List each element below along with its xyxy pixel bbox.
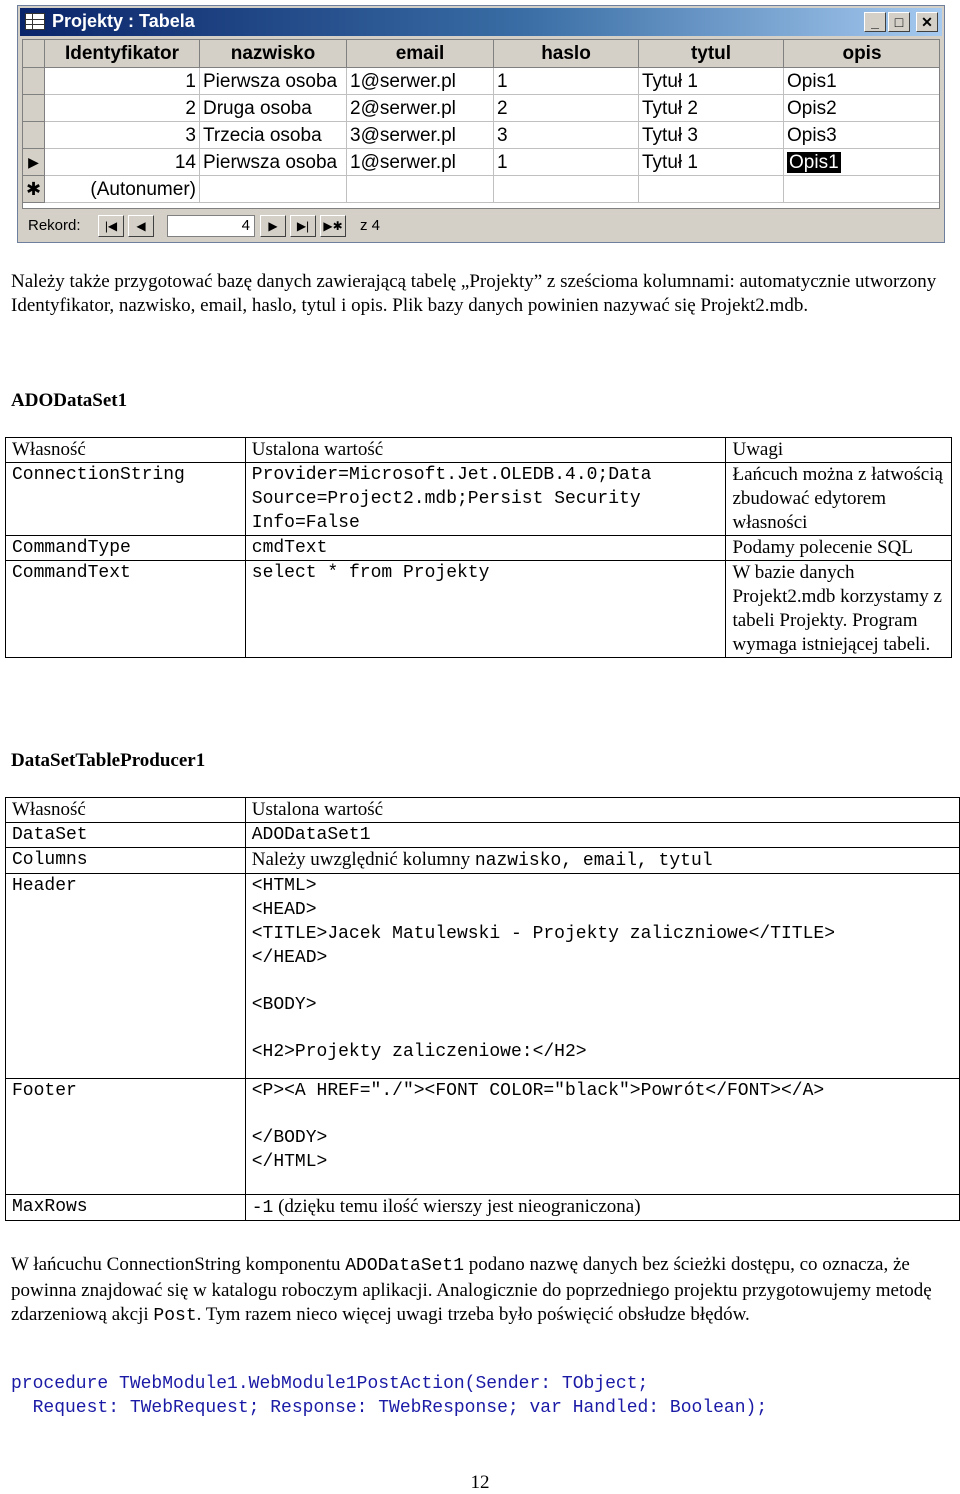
table-row [6,463,952,536]
cell-tytul[interactable]: Tytuł 1 [639,149,784,176]
table-icon [25,13,45,30]
cell-opis[interactable]: Opis3 [784,122,940,149]
header-cell: Uwagi [726,438,952,463]
cell-nazwisko[interactable]: Trzecia osoba [200,122,347,149]
row-selector[interactable] [23,68,45,95]
maximize-icon: □ [894,14,904,30]
prop-cell: MaxRows [6,1195,246,1221]
inline-code: ADODataSet1 [345,1256,465,1276]
record-label: Rekord: [28,217,81,234]
select-all-corner[interactable] [23,40,45,68]
previous-record-button[interactable] [128,215,154,237]
first-record-icon: |◀ [104,219,118,233]
next-record-button[interactable] [260,215,286,237]
value-cell [245,1195,959,1221]
column-header-opis[interactable]: opis [784,40,940,68]
cell-email[interactable]: 2@serwer.pl [347,95,494,122]
code-line: <TITLE>Jacek Matulewski - Projekty zaliczniowe</TITLE> [251,924,836,944]
access-table-window [17,5,945,243]
code-line: procedure TWebModule1.WebModule1PostAction(Sender: TObject; [11,1374,649,1394]
last-record-button[interactable] [290,215,316,237]
body-text: W łańcuchu ConnectionString komponentu [11,1254,341,1275]
table-row [6,848,960,874]
prop-cell: Footer [6,1079,246,1195]
cell-autonumber-placeholder[interactable]: (Autonumer) [45,176,200,203]
maxrows-note: (dzięku temu ilość wierszy jest nieograniczona) [278,1196,641,1217]
prop-cell: CommandType [6,536,246,561]
cell-nazwisko[interactable]: Pierwsza osoba [200,149,347,176]
header-cell: Ustalona wartość [245,798,959,823]
inline-code: Post [153,1306,197,1326]
new-record-nav-icon: ▶✱ [323,219,343,233]
table-row [6,823,960,848]
ado-heading: ADODataSet1 [11,390,128,411]
table-row [6,1195,960,1221]
cell-nazwisko[interactable]: Druga osoba [200,95,347,122]
value-cell [245,1079,959,1195]
code-line: <HEAD> [251,900,317,920]
blank-line [252,970,953,993]
cell-email[interactable]: 1@serwer.pl [347,149,494,176]
record-total: z 4 [360,217,381,234]
table-row [6,874,960,1079]
note-cell: Łańcuch można z łatwością zbudować edytorem własności [726,463,952,536]
minimize-icon: _ [871,14,879,30]
cell-identyfikator[interactable]: 14 [45,149,200,176]
table-row [6,438,952,463]
blank-line [252,1103,953,1126]
cell-haslo[interactable]: 1 [494,149,639,176]
blank-line [252,1017,953,1040]
datasheet-grid [22,39,940,209]
new-record-button[interactable] [320,215,346,237]
record-number-input[interactable]: 4 [167,215,255,237]
code-line: <HTML> [251,876,317,896]
prop-cell: DataSet [6,823,246,848]
cell-email-new[interactable] [347,176,494,203]
cell-haslo[interactable]: 1 [494,68,639,95]
prop-cell: Columns [6,848,246,874]
body-text: podano nazwę danych bez ścieżki dostępu, co oznacza, że powinna znajdować się w katalogu roboczym aplikacji. Analogicznie do poprzedniego projektu przygotowujemy metodę zdarzeniową akcji [11,1254,932,1325]
previous-record-icon: ◀ [136,219,146,233]
maximize-button[interactable] [888,12,910,32]
code-line: </HEAD> [251,948,328,968]
column-header-identyfikator[interactable]: Identyfikator [45,40,200,68]
dstp-heading: DataSetTableProducer1 [11,750,206,771]
cell-email[interactable]: 3@serwer.pl [347,122,494,149]
code-line: Request: TWebRequest; Response: TWebResponse; var Handled: Boolean); [11,1398,768,1418]
cell-tytul-new[interactable] [639,176,784,203]
cell-identyfikator[interactable]: 3 [45,122,200,149]
close-icon: ✕ [921,14,933,30]
header-cell: Własność [6,798,246,823]
table-row [6,561,952,658]
row-selector[interactable] [23,95,45,122]
current-record-icon: ▶ [28,154,39,170]
value-cell: Provider=Microsoft.Jet.OLEDB.4.0;Data Source=Project2.mdb;Persist Security Info=False [245,463,726,536]
table-row [6,1079,960,1195]
body-paragraph [11,1253,941,1329]
cell-haslo-new[interactable] [494,176,639,203]
value-cell [245,874,959,1079]
intro-paragraph: Należy także przygotować bazę danych zawierającą tabelę „Projekty” z sześcioma kolumnami: automatycznie utworzony Identyfikator, nazwisko, email, haslo, tytul i opis. Plik bazy danych powinien nazywać się Projekt2.mdb. [11,271,937,316]
blank-line [252,1064,953,1078]
cell-tytul[interactable]: Tytuł 2 [639,95,784,122]
cell-haslo[interactable]: 3 [494,122,639,149]
cell-identyfikator[interactable]: 1 [45,68,200,95]
ado-table [5,437,952,658]
cell-opis-new[interactable] [784,176,940,203]
column-header-tytul[interactable]: tytul [639,40,784,68]
code-line: </BODY> [251,1128,328,1148]
note-cell: Podamy polecenie SQL [726,536,952,561]
code-line: <P><A HREF="./"><FONT COLOR="black">Powrót</FONT></A> [251,1081,825,1101]
note-cell: W bazie danych Projekt2.mdb korzystamy z tabeli Projekty. Program wymaga istniejącej tabeli. [726,561,952,658]
cell-opis-selected[interactable] [784,149,940,176]
cell-email[interactable]: 1@serwer.pl [347,68,494,95]
first-record-button[interactable] [98,215,124,237]
row-selector[interactable] [23,122,45,149]
header-cell: Ustalona wartość [245,438,726,463]
cell-nazwisko-new[interactable] [200,176,347,203]
cell-opis[interactable]: Opis1 [784,68,940,95]
prop-cell: CommandText [6,561,246,658]
table-row [6,798,960,823]
value-cell: select * from Projekty [245,561,726,658]
columns-text: Należy uwzględnić kolumny [251,849,471,870]
column-header-nazwisko[interactable]: nazwisko [200,40,347,68]
column-header-haslo[interactable]: haslo [494,40,639,68]
value-cell: cmdText [245,536,726,561]
value-cell: ADODataSet1 [245,823,959,848]
prop-cell: ConnectionString [6,463,246,536]
next-record-icon: ▶ [268,219,278,233]
header-cell: Własność [6,438,246,463]
window-titlebar[interactable] [20,8,942,36]
close-button[interactable] [916,12,938,32]
new-record-icon: ✱ [25,179,42,199]
cell-haslo[interactable]: 2 [494,95,639,122]
cell-nazwisko[interactable]: Pierwsza osoba [200,68,347,95]
maxrows-value: -1 [251,1198,274,1218]
row-selector-current[interactable] [23,149,45,176]
cell-identyfikator[interactable]: 2 [45,95,200,122]
dstp-table [5,797,960,1221]
code-line: </HTML> [251,1152,328,1172]
table-row [6,536,952,561]
record-navigation-bar [22,212,940,240]
code-line: <H2>Projekty zaliczeniowe:</H2> [251,1042,587,1062]
page-number: 12 [470,1472,490,1493]
column-header-email[interactable]: email [347,40,494,68]
code-line: <BODY> [251,995,317,1015]
cell-tytul[interactable]: Tytuł 3 [639,122,784,149]
prop-cell: Header [6,874,246,1079]
selected-text: Opis1 [789,152,839,173]
last-record-icon: ▶| [296,219,310,233]
row-selector-new[interactable] [23,176,45,203]
minimize-button[interactable] [864,12,886,32]
cell-tytul[interactable]: Tytuł 1 [639,68,784,95]
window-title: Projekty : Tabela [52,11,195,31]
body-text: . Tym razem nieco więcej uwagi trzeba było poświęcić obsłudze błędów. [196,1304,750,1325]
blank-line [252,1174,953,1194]
columns-list: nazwisko, email, tytul [474,851,713,871]
cell-opis[interactable]: Opis2 [784,95,940,122]
value-cell [245,848,959,874]
